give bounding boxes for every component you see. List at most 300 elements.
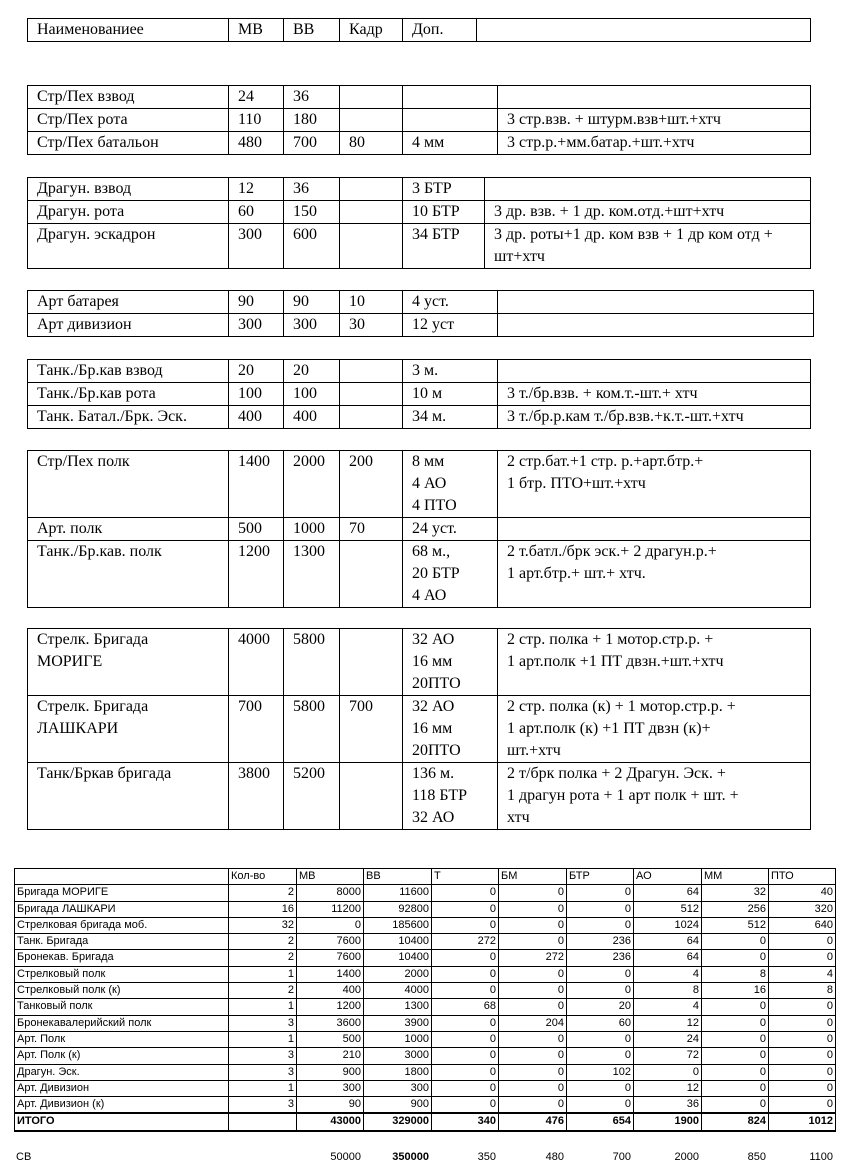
dop-value: [403, 86, 498, 109]
mv-value: 4000: [229, 629, 284, 696]
summary-row-label-cell: [15, 869, 229, 885]
summary-count-cell: 32: [229, 917, 297, 933]
sv-count-cell: [228, 1150, 296, 1165]
summary-table: [14, 868, 836, 1132]
summary-row: [15, 1064, 836, 1080]
unit-name: Танк./Бр.кав. полк: [28, 541, 229, 608]
summary-btr-cell: 20: [567, 999, 634, 1015]
unit-row: [28, 132, 811, 155]
summary-pto-cell: 0: [769, 1031, 836, 1047]
kadr-value: 30: [340, 314, 403, 337]
mv-value: 300: [229, 224, 284, 269]
summary-total-row: [15, 1113, 836, 1130]
summary-mv-cell: 7600: [297, 950, 364, 966]
unit-name: Арт батарея: [28, 291, 229, 314]
summary-t-cell: 0: [432, 917, 499, 933]
summary-pto-cell: 0: [769, 1048, 836, 1064]
unit-row: [28, 86, 811, 109]
summary-bm-cell: 0: [499, 1080, 567, 1096]
summary-mm-cell: 0: [702, 950, 769, 966]
summary-vv-cell: 3900: [364, 1015, 432, 1031]
mv-value: 110: [229, 109, 284, 132]
kadr-value: [340, 201, 403, 224]
summary-count-cell: 1: [229, 1031, 297, 1047]
summary-mm-cell: 8: [702, 966, 769, 982]
summary-bm-cell: 272: [499, 950, 567, 966]
sv-mm-cell: 850: [747, 1151, 766, 1163]
summary-count-cell: 1: [229, 1080, 297, 1096]
vv-value: 5200: [284, 763, 340, 830]
summary-row: [15, 983, 836, 999]
unit-name: Танк./Бр.кав взвод: [28, 360, 229, 383]
dop-value: 32 АО 16 мм 20ПТО: [403, 629, 498, 696]
summary-vv-cell: 1800: [364, 1064, 432, 1080]
summary-t-cell: 0: [432, 885, 499, 901]
kadr-value: [340, 629, 403, 696]
kadr-value: [340, 406, 403, 429]
unit-name: Танк./Бр.кав рота: [28, 383, 229, 406]
sv-mv-cell: 50000: [330, 1151, 361, 1163]
summary-btr-cell: 0: [567, 901, 634, 917]
summary-btr-cell: БТР: [567, 869, 634, 885]
header-row: [28, 19, 811, 42]
sv-bm-cell: 480: [545, 1151, 564, 1163]
summary-mm-cell: ММ: [702, 869, 769, 885]
col-mv-header: МВ: [229, 19, 284, 42]
summary-ao-cell: 0: [634, 1064, 702, 1080]
unit-group-table: [27, 450, 811, 608]
summary-mv-cell: 0: [297, 917, 364, 933]
dop-value: 34 м.: [403, 406, 498, 429]
summary-mm-cell: 256: [702, 901, 769, 917]
summary-t-cell: 0: [432, 983, 499, 999]
summary-row-label-cell: Бронекавалерийский полк: [15, 1015, 229, 1031]
summary-mv-cell: 400: [297, 983, 364, 999]
summary-count-cell: 3: [229, 1064, 297, 1080]
composition-text: [498, 360, 811, 383]
summary-mm-cell: 824: [702, 1113, 769, 1130]
unit-name: Арт. полк: [28, 518, 229, 541]
summary-vv-cell: 1000: [364, 1031, 432, 1047]
composition-text: [498, 518, 811, 541]
summary-row: [15, 901, 836, 917]
sv-ao-cell: 2000: [674, 1151, 699, 1163]
summary-ao-cell: 12: [634, 1080, 702, 1096]
summary-count-cell: 3: [229, 1097, 297, 1114]
unit-row: [28, 383, 811, 406]
unit-row: [28, 763, 811, 830]
summary-btr-cell: 654: [567, 1113, 634, 1130]
summary-t-cell: 0: [432, 1015, 499, 1031]
kadr-value: [340, 763, 403, 830]
summary-header-row: [15, 869, 836, 885]
composition-text: 3 т./бр.р.кам т./бр.взв.+к.т.-шт.+хтч: [498, 406, 811, 429]
summary-mv-cell: 43000: [297, 1113, 364, 1130]
summary-mm-cell: 32: [702, 885, 769, 901]
kadr-value: 80: [340, 132, 403, 155]
summary-count-cell: 2: [229, 885, 297, 901]
summary-ao-cell: 24: [634, 1031, 702, 1047]
summary-ao-cell: 64: [634, 885, 702, 901]
summary-btr-cell: 0: [567, 885, 634, 901]
vv-value: 150: [284, 201, 340, 224]
vv-value: 5800: [284, 629, 340, 696]
header-table: [27, 18, 811, 42]
summary-mm-cell: 0: [702, 1080, 769, 1096]
summary-mv-cell: 90: [297, 1097, 364, 1114]
summary-row-label-cell: Бригада МОРИГЕ: [15, 885, 229, 901]
summary-row: [15, 950, 836, 966]
composition-text: 2 т.батл./брк эск.+ 2 драгун.р.+ 1 арт.бтр.+ шт.+ хтч.: [498, 541, 811, 608]
summary-pto-cell: 0: [769, 950, 836, 966]
summary-bm-cell: 204: [499, 1015, 567, 1031]
summary-t-cell: 0: [432, 1097, 499, 1114]
summary-mv-cell: 900: [297, 1064, 364, 1080]
summary-count-cell: [229, 1113, 297, 1130]
sv-row-label-cell: СВ: [16, 1151, 32, 1163]
summary-pto-cell: 0: [769, 1015, 836, 1031]
summary-pto-cell: 320: [769, 901, 836, 917]
unit-row: [28, 291, 814, 314]
mv-value: 1200: [229, 541, 284, 608]
summary-row: [15, 1031, 836, 1047]
composition-text: 3 стр.р.+мм.батар.+шт.+хтч: [498, 132, 811, 155]
summary-vv-cell: 10400: [364, 934, 432, 950]
summary-vv-cell: 329000: [364, 1113, 432, 1130]
unit-name: Стр/Пех взвод: [28, 86, 229, 109]
summary-pto-cell: 0: [769, 1064, 836, 1080]
summary-pto-cell: 640: [769, 917, 836, 933]
unit-row: [28, 696, 811, 763]
summary-mm-cell: 0: [702, 999, 769, 1015]
unit-name: Стрелк. Бригада ЛАШКАРИ: [28, 696, 229, 763]
summary-btr-cell: 0: [567, 1097, 634, 1114]
kadr-value: 700: [340, 696, 403, 763]
summary-row-label-cell: Бронекав. Бригада: [15, 950, 229, 966]
unit-row: [28, 518, 811, 541]
summary-mv-cell: 11200: [297, 901, 364, 917]
summary-bm-cell: 0: [499, 934, 567, 950]
composition-text: 3 т./бр.взв. + ком.т.-шт.+ хтч: [498, 383, 811, 406]
composition-text: 2 т/брк полка + 2 Драгун. Эск. + 1 драгун рота + 1 арт полк + шт. + хтч: [498, 763, 811, 830]
unit-row: [28, 541, 811, 608]
unit-row: [28, 406, 811, 429]
summary-mv-cell: 500: [297, 1031, 364, 1047]
summary-ao-cell: 8: [634, 983, 702, 999]
summary-ao-cell: 4: [634, 999, 702, 1015]
summary-bm-cell: 0: [499, 999, 567, 1015]
summary-bm-cell: 476: [499, 1113, 567, 1130]
vv-value: 2000: [284, 451, 340, 518]
summary-count-cell: 16: [229, 901, 297, 917]
unit-row: [28, 201, 811, 224]
summary-vv-cell: 11600: [364, 885, 432, 901]
summary-row: [15, 1048, 836, 1064]
summary-t-cell: 0: [432, 1064, 499, 1080]
kadr-value: 10: [340, 291, 403, 314]
summary-bm-cell: 0: [499, 1048, 567, 1064]
mv-value: 480: [229, 132, 284, 155]
summary-pto-cell: 0: [769, 1080, 836, 1096]
summary-vv-cell: 2000: [364, 966, 432, 982]
summary-row: [15, 1015, 836, 1031]
vv-value: 36: [284, 178, 340, 201]
summary-pto-cell: 0: [769, 999, 836, 1015]
summary-row-label-cell: Стрелковая бригада моб.: [15, 917, 229, 933]
summary-btr-cell: 60: [567, 1015, 634, 1031]
summary-ao-cell: 1900: [634, 1113, 702, 1130]
summary-ao-cell: АО: [634, 869, 702, 885]
summary-count-cell: Кол-во: [229, 869, 297, 885]
summary-row-label-cell: Стрелковый полк (к): [15, 983, 229, 999]
dop-value: 10 м: [403, 383, 498, 406]
col-composition-header: [477, 19, 811, 42]
summary-ao-cell: 64: [634, 934, 702, 950]
vv-value: 20: [284, 360, 340, 383]
dop-value: 4 уст.: [403, 291, 498, 314]
mv-value: 100: [229, 383, 284, 406]
summary-btr-cell: 0: [567, 1048, 634, 1064]
composition-text: 3 др. взв. + 1 др. ком.отд.+шт+хтч: [485, 201, 811, 224]
summary-row: [15, 999, 836, 1015]
mv-value: 60: [229, 201, 284, 224]
unit-row: [28, 629, 811, 696]
mv-value: 700: [229, 696, 284, 763]
summary-btr-cell: 0: [567, 917, 634, 933]
summary-row-label-cell: Арт. Дивизион: [15, 1080, 229, 1096]
summary-ao-cell: 64: [634, 950, 702, 966]
sv-t-cell: 350: [477, 1151, 496, 1163]
mv-value: 12: [229, 178, 284, 201]
summary-btr-cell: 0: [567, 1031, 634, 1047]
mv-value: 3800: [229, 763, 284, 830]
summary-mm-cell: 0: [702, 934, 769, 950]
sv-pto-cell: 1100: [809, 1151, 833, 1163]
summary-pto-cell: 0: [769, 934, 836, 950]
col-name-header: Наименованиее: [28, 19, 229, 42]
summary-btr-cell: 102: [567, 1064, 634, 1080]
summary-bm-cell: 0: [499, 917, 567, 933]
summary-t-cell: Т: [432, 869, 499, 885]
summary-ao-cell: 4: [634, 966, 702, 982]
summary-bm-cell: 0: [499, 885, 567, 901]
mv-value: 20: [229, 360, 284, 383]
summary-vv-cell: 3000: [364, 1048, 432, 1064]
dop-value: 8 мм 4 АО 4 ПТО: [403, 451, 498, 518]
summary-mv-cell: 7600: [297, 934, 364, 950]
dop-value: 68 м., 20 БТР 4 АО: [403, 541, 498, 608]
col-dop-header: Доп.: [403, 19, 477, 42]
summary-bm-cell: 0: [499, 1064, 567, 1080]
summary-mv-cell: 210: [297, 1048, 364, 1064]
composition-text: [498, 291, 814, 314]
unit-group-table: [27, 628, 811, 830]
composition-text: [485, 178, 811, 201]
summary-btr-cell: 236: [567, 950, 634, 966]
mv-value: 300: [229, 314, 284, 337]
unit-name: Драгун. рота: [28, 201, 229, 224]
unit-name: Арт дивизион: [28, 314, 229, 337]
composition-text: 2 стр. полка + 1 мотор.стр.р. + 1 арт.полк +1 ПТ двзн.+шт.+хтч: [498, 629, 811, 696]
unit-group-table: [27, 85, 811, 155]
unit-row: [28, 224, 811, 269]
summary-mv-cell: МВ: [297, 869, 364, 885]
unit-name: Танк/Бркав бригада: [28, 763, 229, 830]
unit-name: Стр/Пех рота: [28, 109, 229, 132]
summary-vv-cell: 4000: [364, 983, 432, 999]
mv-value: 500: [229, 518, 284, 541]
kadr-value: [340, 109, 403, 132]
summary-bm-cell: БМ: [499, 869, 567, 885]
summary-vv-cell: 1300: [364, 999, 432, 1015]
sv-vv-cell: 350000: [392, 1151, 429, 1163]
summary-t-cell: 0: [432, 1048, 499, 1064]
summary-row: [15, 1097, 836, 1114]
summary-btr-cell: 0: [567, 966, 634, 982]
mv-value: 24: [229, 86, 284, 109]
unit-name: Стр/Пех полк: [28, 451, 229, 518]
summary-vv-cell: ВВ: [364, 869, 432, 885]
composition-text: [498, 86, 811, 109]
unit-group-table: [27, 290, 814, 337]
dop-value: [403, 109, 498, 132]
summary-bm-cell: 0: [499, 901, 567, 917]
summary-row-label-cell: Арт. Полк (к): [15, 1048, 229, 1064]
vv-value: 700: [284, 132, 340, 155]
summary-row: [15, 934, 836, 950]
summary-count-cell: 3: [229, 1015, 297, 1031]
summary-vv-cell: 300: [364, 1080, 432, 1096]
summary-ao-cell: 1024: [634, 917, 702, 933]
dop-value: 24 уст.: [403, 518, 498, 541]
dop-value: 3 м.: [403, 360, 498, 383]
summary-t-cell: 0: [432, 1031, 499, 1047]
summary-count-cell: 2: [229, 934, 297, 950]
summary-row: [15, 1080, 836, 1096]
unit-name: Драгун. взвод: [28, 178, 229, 201]
summary-count-cell: 1: [229, 966, 297, 982]
kadr-value: [340, 224, 403, 269]
sv-row-table: [14, 1150, 835, 1165]
summary-mm-cell: 0: [702, 1048, 769, 1064]
dop-value: 136 м. 118 БТР 32 АО: [403, 763, 498, 830]
summary-row-label-cell: ИТОГО: [15, 1113, 229, 1130]
summary-row-label-cell: Стрелковый полк: [15, 966, 229, 982]
unit-row: [28, 109, 811, 132]
summary-mv-cell: 8000: [297, 885, 364, 901]
summary-row-label-cell: Танк. Бригада: [15, 934, 229, 950]
kadr-value: [340, 86, 403, 109]
sv-row: [14, 1150, 835, 1165]
summary-count-cell: 1: [229, 999, 297, 1015]
dop-value: 4 мм: [403, 132, 498, 155]
summary-bm-cell: 0: [499, 983, 567, 999]
summary-row: [15, 917, 836, 933]
summary-mv-cell: 3600: [297, 1015, 364, 1031]
summary-bm-cell: 0: [499, 966, 567, 982]
summary-t-cell: 0: [432, 1080, 499, 1096]
summary-mm-cell: 0: [702, 1097, 769, 1114]
vv-value: 90: [284, 291, 340, 314]
col-kadr-header: Кадр: [340, 19, 403, 42]
summary-mm-cell: 16: [702, 983, 769, 999]
summary-row-label-cell: Арт. Дивизион (к): [15, 1097, 229, 1114]
summary-mm-cell: 0: [702, 1031, 769, 1047]
summary-pto-cell: 8: [769, 983, 836, 999]
vv-value: 600: [284, 224, 340, 269]
unit-name: Стрелк. Бригада МОРИГЕ: [28, 629, 229, 696]
col-vv-header: ВВ: [284, 19, 340, 42]
unit-group-table: [27, 177, 811, 269]
unit-name: Танк. Батал./Брк. Эск.: [28, 406, 229, 429]
summary-bm-cell: 0: [499, 1031, 567, 1047]
unit-row: [28, 360, 811, 383]
summary-t-cell: 272: [432, 934, 499, 950]
composition-text: 2 стр. полка (к) + 1 мотор.стр.р. + 1 арт.полк (к) +1 ПТ двзн (к)+ шт.+хтч: [498, 696, 811, 763]
kadr-value: [340, 178, 403, 201]
unit-row: [28, 314, 814, 337]
summary-row-label-cell: Драгун. Эск.: [15, 1064, 229, 1080]
summary-vv-cell: 10400: [364, 950, 432, 966]
summary-count-cell: 2: [229, 950, 297, 966]
summary-mm-cell: 0: [702, 1064, 769, 1080]
summary-pto-cell: 0: [769, 1097, 836, 1114]
unit-group-table: [27, 359, 811, 429]
summary-bm-cell: 0: [499, 1097, 567, 1114]
summary-mv-cell: 300: [297, 1080, 364, 1096]
summary-t-cell: 0: [432, 950, 499, 966]
summary-ao-cell: 512: [634, 901, 702, 917]
summary-pto-cell: 40: [769, 885, 836, 901]
dop-value: 12 уст: [403, 314, 498, 337]
vv-value: 300: [284, 314, 340, 337]
vv-value: 180: [284, 109, 340, 132]
summary-btr-cell: 0: [567, 983, 634, 999]
summary-vv-cell: 92800: [364, 901, 432, 917]
summary-t-cell: 0: [432, 966, 499, 982]
composition-text: [498, 314, 814, 337]
summary-mv-cell: 1400: [297, 966, 364, 982]
composition-text: 3 др. роты+1 др. ком взв + 1 др ком отд + шт+хтч: [485, 224, 811, 269]
summary-count-cell: 2: [229, 983, 297, 999]
summary-t-cell: 340: [432, 1113, 499, 1130]
dop-value: 3 БТР: [403, 178, 485, 201]
mv-value: 400: [229, 406, 284, 429]
summary-row: [15, 885, 836, 901]
unit-name: Драгун. эскадрон: [28, 224, 229, 269]
kadr-value: [340, 541, 403, 608]
vv-value: 400: [284, 406, 340, 429]
summary-mv-cell: 1200: [297, 999, 364, 1015]
vv-value: 1300: [284, 541, 340, 608]
vv-value: 36: [284, 86, 340, 109]
vv-value: 1000: [284, 518, 340, 541]
summary-t-cell: 0: [432, 901, 499, 917]
summary-row-label-cell: Арт. Полк: [15, 1031, 229, 1047]
summary-ao-cell: 36: [634, 1097, 702, 1114]
summary-row: [15, 966, 836, 982]
vv-value: 5800: [284, 696, 340, 763]
kadr-value: 70: [340, 518, 403, 541]
unit-name: Стр/Пех батальон: [28, 132, 229, 155]
summary-mm-cell: 0: [702, 1015, 769, 1031]
summary-vv-cell: 185600: [364, 917, 432, 933]
summary-pto-cell: 4: [769, 966, 836, 982]
summary-ao-cell: 12: [634, 1015, 702, 1031]
composition-text: 2 стр.бат.+1 стр. р.+арт.бтр.+ 1 бтр. ПТО+шт.+хтч: [498, 451, 811, 518]
dop-value: 34 БТР: [403, 224, 485, 269]
unit-row: [28, 178, 811, 201]
